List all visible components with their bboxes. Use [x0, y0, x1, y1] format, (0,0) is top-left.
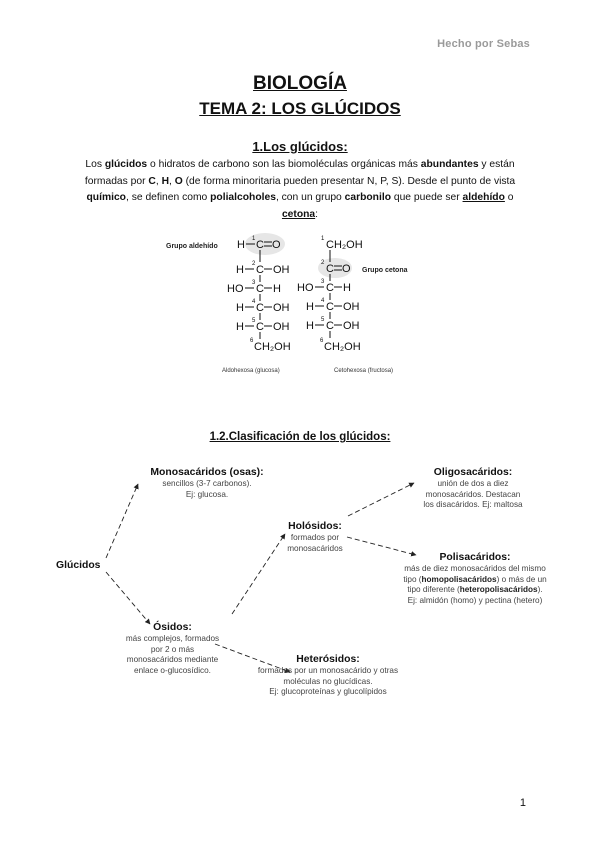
glucose-c3-right: H	[273, 283, 281, 295]
oligosacaridos-title: Oligosacáridos:	[433, 467, 513, 478]
monosacaridos-line: Ej: glucosa.	[185, 489, 229, 499]
fructose-c1: CH₂OH	[326, 239, 363, 251]
element-h: H	[161, 175, 170, 187]
holosidos-line: formados por	[290, 533, 340, 542]
glucose-c4: C	[256, 302, 264, 314]
polisacaridos-title: Polisacáridos:	[439, 552, 511, 563]
fructose-c4-left: H	[306, 301, 314, 313]
intro-text: o	[504, 192, 514, 203]
polisacaridos-line: Ej: almidón (homo) y pectina (hetero)	[407, 595, 543, 605]
intro-text: Los	[85, 159, 105, 170]
term-glucidos: glúcidos	[104, 159, 148, 170]
carbon-number: 3	[321, 279, 325, 285]
element-o: O	[174, 175, 183, 187]
fructose-c3-right: H	[343, 282, 351, 294]
glucose-c4-right: OH	[273, 302, 290, 314]
term-homopolisacaridos: homopolisacáridos	[421, 574, 497, 584]
polisacaridos-line: más de diez monosacáridos del mismo	[404, 564, 546, 573]
fructose-c5-right: OH	[343, 320, 360, 332]
term-polialcoholes: polialcoholes	[210, 192, 276, 203]
term-aldehido: aldehído	[462, 192, 505, 203]
page-number: 1	[519, 797, 526, 809]
intro-text: y están formadas por	[84, 159, 515, 187]
carbon-number: 6	[320, 338, 324, 344]
node-monosacaridos	[132, 466, 282, 500]
node-glucidos: Glúcidos	[56, 560, 101, 571]
heterosidos-line: Ej: glucoproteínas y glucolípidos	[269, 687, 387, 696]
fructose-c3-left: HO	[297, 282, 314, 294]
intro-text: (de forma minoritaria pueden presentar N, P, S). Desde el punto de vista	[182, 175, 516, 187]
glucose-c2-left: H	[236, 264, 244, 276]
term-quimico: químico	[86, 192, 126, 203]
element-c: C	[148, 175, 156, 187]
osidos-line: por 2 o más	[150, 644, 195, 654]
fructose-c3: C	[326, 282, 334, 294]
section-1-heading: 1.Los glúcidos:	[252, 139, 348, 154]
fructose-c2-o: O	[342, 263, 351, 275]
polisacaridos-text: tipo diferente (	[407, 585, 460, 594]
term-cetona: cetona	[281, 208, 316, 220]
glucose-c3-left: HO	[227, 283, 244, 295]
aldehyde-group-label: Grupo aldehído	[166, 243, 218, 250]
glucose-c3: C	[256, 283, 264, 295]
intro-text: :	[315, 208, 319, 220]
node-polisacaridos	[380, 551, 570, 606]
osidos-line: más complejos, formados	[125, 634, 220, 643]
section-2-heading: 1.2.Clasificación de los glúcidos:	[209, 431, 391, 443]
osidos-title: Ósidos:	[153, 622, 192, 633]
aldohexose-caption: Aldohexosa (glucosa)	[222, 368, 280, 374]
node-holosidos	[270, 520, 360, 554]
term-heteropolisacaridos: heteropolisacáridos	[459, 585, 538, 594]
polisacaridos-line	[380, 585, 570, 596]
carbon-number: 2	[321, 260, 325, 266]
fructose-c4-right: OH	[343, 301, 360, 313]
oligosacaridos-line: unión de dos a diez	[437, 479, 509, 488]
ketone-group-label: Grupo cetona	[362, 267, 408, 274]
term-abundantes: abundantes	[420, 159, 479, 170]
heterosidos-line: moléculas no glucídicas.	[283, 676, 373, 686]
carbon-number: 1	[321, 236, 325, 242]
monosacaridos-title: Monosacáridos (osas):	[150, 467, 264, 478]
carbon-number: 4	[252, 299, 256, 305]
glucose-c1-h: H	[237, 239, 245, 251]
intro-text: que puede ser	[390, 192, 463, 203]
carbon-number: 5	[252, 318, 256, 324]
page-title: BIOLOGÍA	[253, 73, 347, 94]
ketohexose-caption: Cetohexosa (fructosa)	[334, 368, 394, 374]
glucose-c5: C	[256, 321, 264, 333]
oligosacaridos-line: monosacáridos. Destacan	[425, 489, 521, 499]
glucose-c6: CH₂OH	[254, 341, 291, 353]
arrow-glucidos-osidos	[106, 572, 150, 624]
heterosidos-title: Heterósidos:	[296, 654, 360, 665]
node-oligosacaridos	[398, 466, 548, 511]
monosacaridos-line: sencillos (3-7 carbonos).	[162, 479, 252, 488]
osidos-line: enlace o-glucosídico.	[134, 665, 211, 675]
glucose-c5-right: OH	[273, 321, 290, 333]
carbon-number: 2	[252, 261, 256, 267]
glucose-c5-left: H	[236, 321, 244, 333]
glucose-c1: C	[256, 239, 264, 251]
intro-text: o hidratos de carbono son las biomoléculas orgánicas más	[147, 159, 421, 170]
node-heterosidos	[228, 653, 428, 698]
glucose-c1-o: O	[272, 239, 281, 251]
node-osidos	[105, 621, 240, 676]
polisacaridos-text: ) o más de un	[496, 574, 547, 584]
fructose-c5: C	[326, 320, 334, 332]
intro-text: , se definen como	[125, 192, 211, 203]
intro-text: ,	[155, 175, 162, 187]
carbon-number: 6	[250, 338, 254, 344]
polisacaridos-text: ).	[537, 585, 543, 594]
heterosidos-line: formados por un monosacárido y otras	[257, 666, 399, 675]
polisacaridos-line	[380, 575, 570, 586]
holosidos-title: Holósidos:	[288, 521, 342, 532]
fructose-c5-left: H	[306, 320, 314, 332]
fructose-c6: CH₂OH	[324, 341, 361, 353]
holosidos-line: monosacáridos	[287, 543, 343, 553]
osidos-line: monosacáridos mediante	[126, 655, 219, 664]
glucose-c2: C	[256, 264, 264, 276]
fructose-c2: C	[326, 263, 334, 275]
polisacaridos-text: tipo (	[403, 574, 422, 584]
page-subtitle: TEMA 2: LOS GLÚCIDOS	[199, 99, 401, 118]
carbon-number: 1	[252, 236, 256, 242]
intro-text: , con un grupo	[275, 192, 345, 203]
glucose-c2-right: OH	[273, 264, 290, 276]
oligosacaridos-line: los disacáridos. Ej: maltosa	[423, 500, 523, 509]
fructose-c4: C	[326, 301, 334, 313]
carbon-number: 4	[321, 298, 325, 304]
carbon-number: 3	[252, 280, 256, 286]
carbon-number: 5	[321, 317, 325, 323]
glucose-c4-left: H	[236, 302, 244, 314]
author-note: Hecho por Sebas	[437, 38, 530, 50]
intro-text: ,	[169, 175, 175, 187]
term-carbonilo: carbonilo	[344, 192, 391, 203]
